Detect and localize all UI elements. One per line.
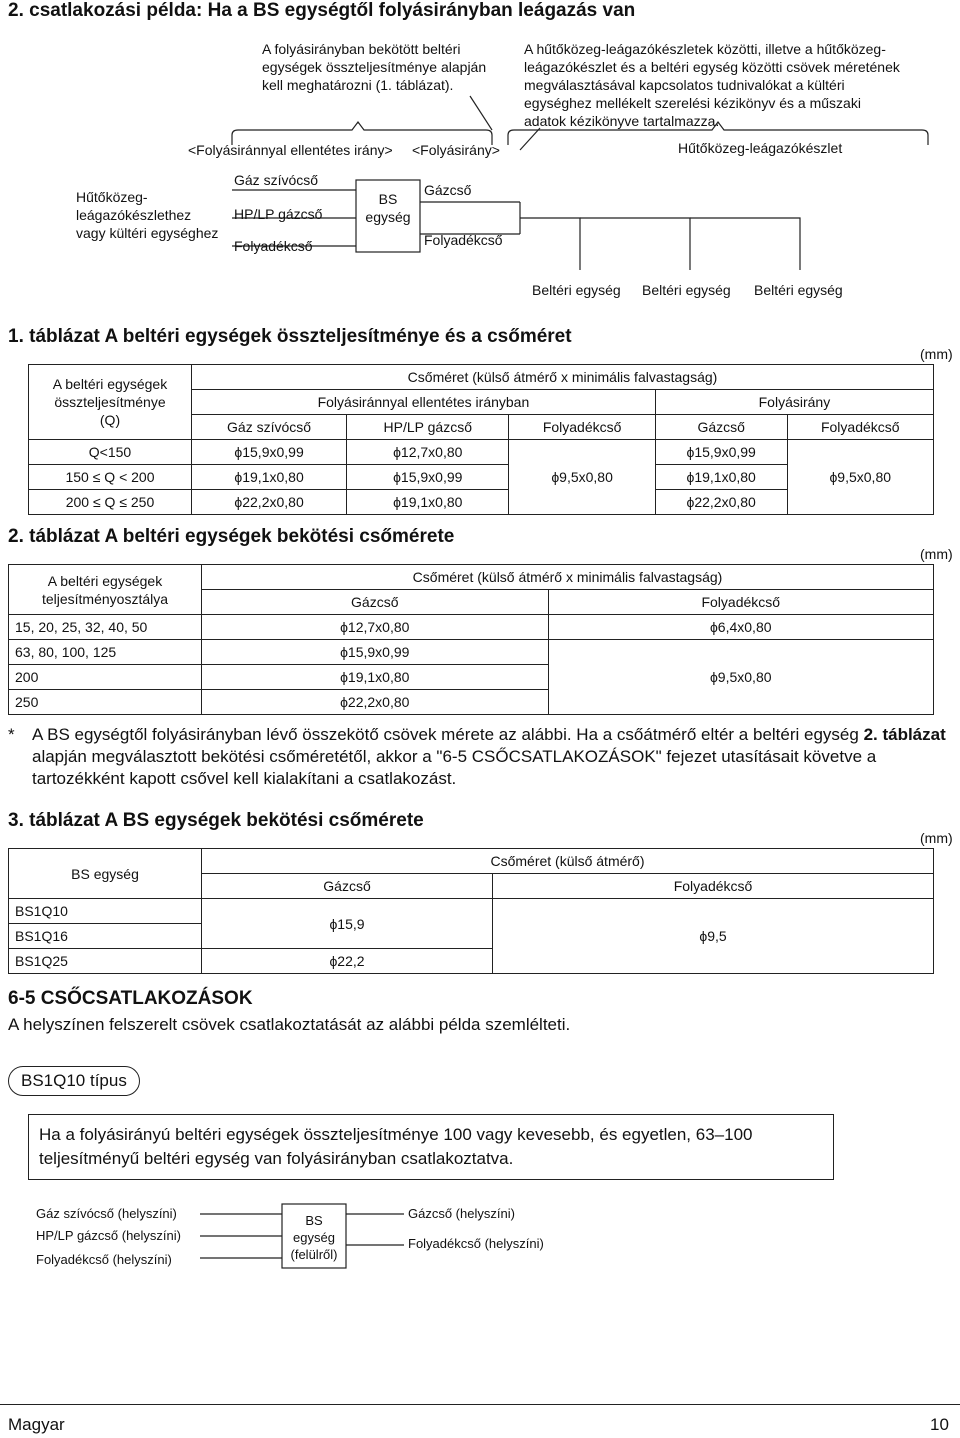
table1-row-header: A beltéri egységek összteljesítménye (Q): [29, 365, 192, 440]
downstream-label: <Folyásirány>: [412, 142, 500, 158]
table1-downstream-header: Folyásirány: [655, 390, 933, 415]
table1-unit: (mm): [920, 346, 953, 362]
table1-title: 1. táblázat A beltéri egységek összteljesítménye és a csőméret: [8, 326, 572, 347]
table1-col-header: Folyadékcső: [509, 415, 655, 440]
left-target-label: Hűtőközeg- leágazókészlethez vagy kültéri egységhez: [76, 189, 219, 241]
pipe-liquid-label: Folyadékcső: [234, 238, 313, 254]
table2-liquid-large: ϕ9,5x0,80: [548, 640, 934, 715]
table3: [8, 848, 934, 974]
table-row: 150 ≤ Q < 200 ϕ19,1x0,80 ϕ15,9x0,99 ϕ19,1x0,80: [29, 465, 934, 490]
branch-kit-label: Hűtőközeg-leágazókészlet: [678, 140, 843, 156]
table3-gas-small: ϕ15,9: [202, 899, 493, 949]
section-title: 2. csatlakozási példa: Ha a BS egységtől folyásirányban leágazás van: [8, 0, 636, 21]
table-row: 200 ≤ Q ≤ 250 ϕ22,2x0,80 ϕ19,1x0,80 ϕ22,2x0,80: [29, 490, 934, 515]
table1-col-header: Gázcső: [655, 415, 787, 440]
bs-unit-top-view: BS egység (felülről): [290, 1213, 338, 1262]
right-pipe-label: Folyadékcső (helyszíni): [408, 1236, 544, 1251]
upstream-label: <Folyásiránnyal ellentétes irány>: [188, 142, 393, 158]
table1-liquid-down: ϕ9,5x0,80: [787, 440, 934, 515]
table3-row-header: BS egység: [9, 849, 202, 899]
right-pipe-label: Gázcső (helyszíni): [408, 1206, 515, 1221]
table2-col-header: Gázcső: [202, 590, 549, 615]
section65-intro: A helyszínen felszerelt csövek csatlakoztatását az alábbi példa szemlélteti.: [8, 1015, 571, 1034]
table3-gas-large: ϕ22,2: [202, 949, 493, 974]
table-row: 250 ϕ22,2x0,80: [9, 690, 934, 715]
table1-col-header: HP/LP gázcső: [347, 415, 509, 440]
table-row: 200 ϕ19,1x0,80: [9, 665, 934, 690]
table-row: BS1Q25 ϕ22,2: [9, 949, 934, 974]
left-pipe-label: HP/LP gázcső (helyszíni): [36, 1228, 181, 1243]
indoor-unit-label: Beltéri egység: [642, 282, 731, 298]
footer-language: Magyar: [8, 1415, 65, 1434]
table2: [8, 564, 934, 715]
pipe-gas-suction-label: Gáz szívócső: [234, 172, 319, 188]
footer-rule: [0, 1404, 960, 1405]
table2-liquid-small: ϕ6,4x0,80: [548, 615, 934, 640]
table2-group-header: Csőméret (külső átmérő x minimális falvastagság): [202, 565, 934, 590]
table1-col-header: Folyadékcső: [787, 415, 934, 440]
table2-col-header: Folyadékcső: [548, 590, 934, 615]
table2-unit: (mm): [920, 546, 953, 562]
table2-row-header: A beltéri egységek teljesítményosztálya: [9, 565, 202, 615]
bs-unit-label: BS egység: [365, 191, 411, 225]
table3-group-header: Csőméret (külső átmérő): [202, 849, 934, 874]
pipe-hplp-label: HP/LP gázcső: [234, 206, 323, 222]
left-pipe-label: Folyadékcső (helyszíni): [36, 1252, 172, 1267]
table-row: Q<150 ϕ15,9x0,99 ϕ12,7x0,80 ϕ9,5x0,80 ϕ15,9x0,99 ϕ9,5x0,80: [29, 440, 934, 465]
condition-box: Ha a folyásirányú beltéri egységek összteljesítménye 100 vagy kevesebb, és egyetlen, 63–100 teljesítményű beltéri egység van folyásirányban csatlakoztatva.: [28, 1114, 834, 1180]
pipe-liquid-down-label: Folyadékcső: [424, 232, 503, 248]
table-row: BS1Q16: [9, 924, 934, 949]
indoor-unit-label: Beltéri egység: [532, 282, 621, 298]
table3-title: 3. táblázat A BS egységek bekötési csőmérete: [8, 810, 424, 831]
type-label-badge: BS1Q10 típus: [8, 1066, 140, 1096]
diagram-note-left: A folyásirányban bekötött beltéri egységek összteljesítménye alapján kell meghatározni (1. táblázat).: [262, 41, 487, 93]
footnote: [8, 724, 948, 790]
table1-col-header: Gáz szívócső: [192, 415, 347, 440]
table-row: 15, 20, 25, 32, 40, 50 ϕ12,7x0,80 ϕ6,4x0,80: [9, 615, 934, 640]
indoor-unit-label: Beltéri egység: [754, 282, 843, 298]
table3-col-header: Folyadékcső: [493, 874, 934, 899]
left-pipe-label: Gáz szívócső (helyszíni): [36, 1206, 177, 1221]
diagram-note-right: A hűtőközeg-leágazókészletek közötti, illetve a hűtőközeg-leágazókészlet és a beltéri egység közötti csövek méretének megválasztásával kapcsolatos tudnivalókat a kültéri egységhez mellékelt szerelési kézikönyv és a műszaki adatok kézikönyve tartalmazza.: [524, 41, 900, 129]
table3-col-header: Gázcső: [202, 874, 493, 899]
section65-title: 6-5 CSŐCSATLAKOZÁSOK: [8, 988, 253, 1009]
table3-liquid: ϕ9,5: [493, 899, 934, 974]
table2-title: 2. táblázat A beltéri egységek bekötési csőmérete: [8, 526, 455, 547]
table1-group-header: Csőméret (külső átmérő x minimális falvastagság): [192, 365, 934, 390]
footnote-star: *: [8, 725, 15, 744]
table-row: 63, 80, 100, 125 ϕ15,9x0,99 ϕ9,5x0,80: [9, 640, 934, 665]
table3-unit: (mm): [920, 830, 953, 846]
page-number: 10: [930, 1415, 949, 1434]
footnote-text: A BS egységtől folyásirányban lévő összekötő csövek mérete az alábbi. Ha a csőátmérő eltér a beltéri egység 2. táblázat alapján megválasztott bekötési csőméretétől, akkor a "6-5 CSŐCSATLAKOZÁSOK" fejezet utasításait követve a tartozékként kapott csővel kell kialakítani a csatlakozást.: [32, 725, 946, 788]
table1-upstream-header: Folyásiránnyal ellentétes irányban: [192, 390, 656, 415]
table-row: BS1Q10 ϕ15,9 ϕ9,5: [9, 899, 934, 924]
table1-liquid-up: ϕ9,5x0,80: [509, 440, 655, 515]
pipe-gas-label: Gázcső: [424, 182, 472, 198]
table1: [28, 364, 934, 515]
